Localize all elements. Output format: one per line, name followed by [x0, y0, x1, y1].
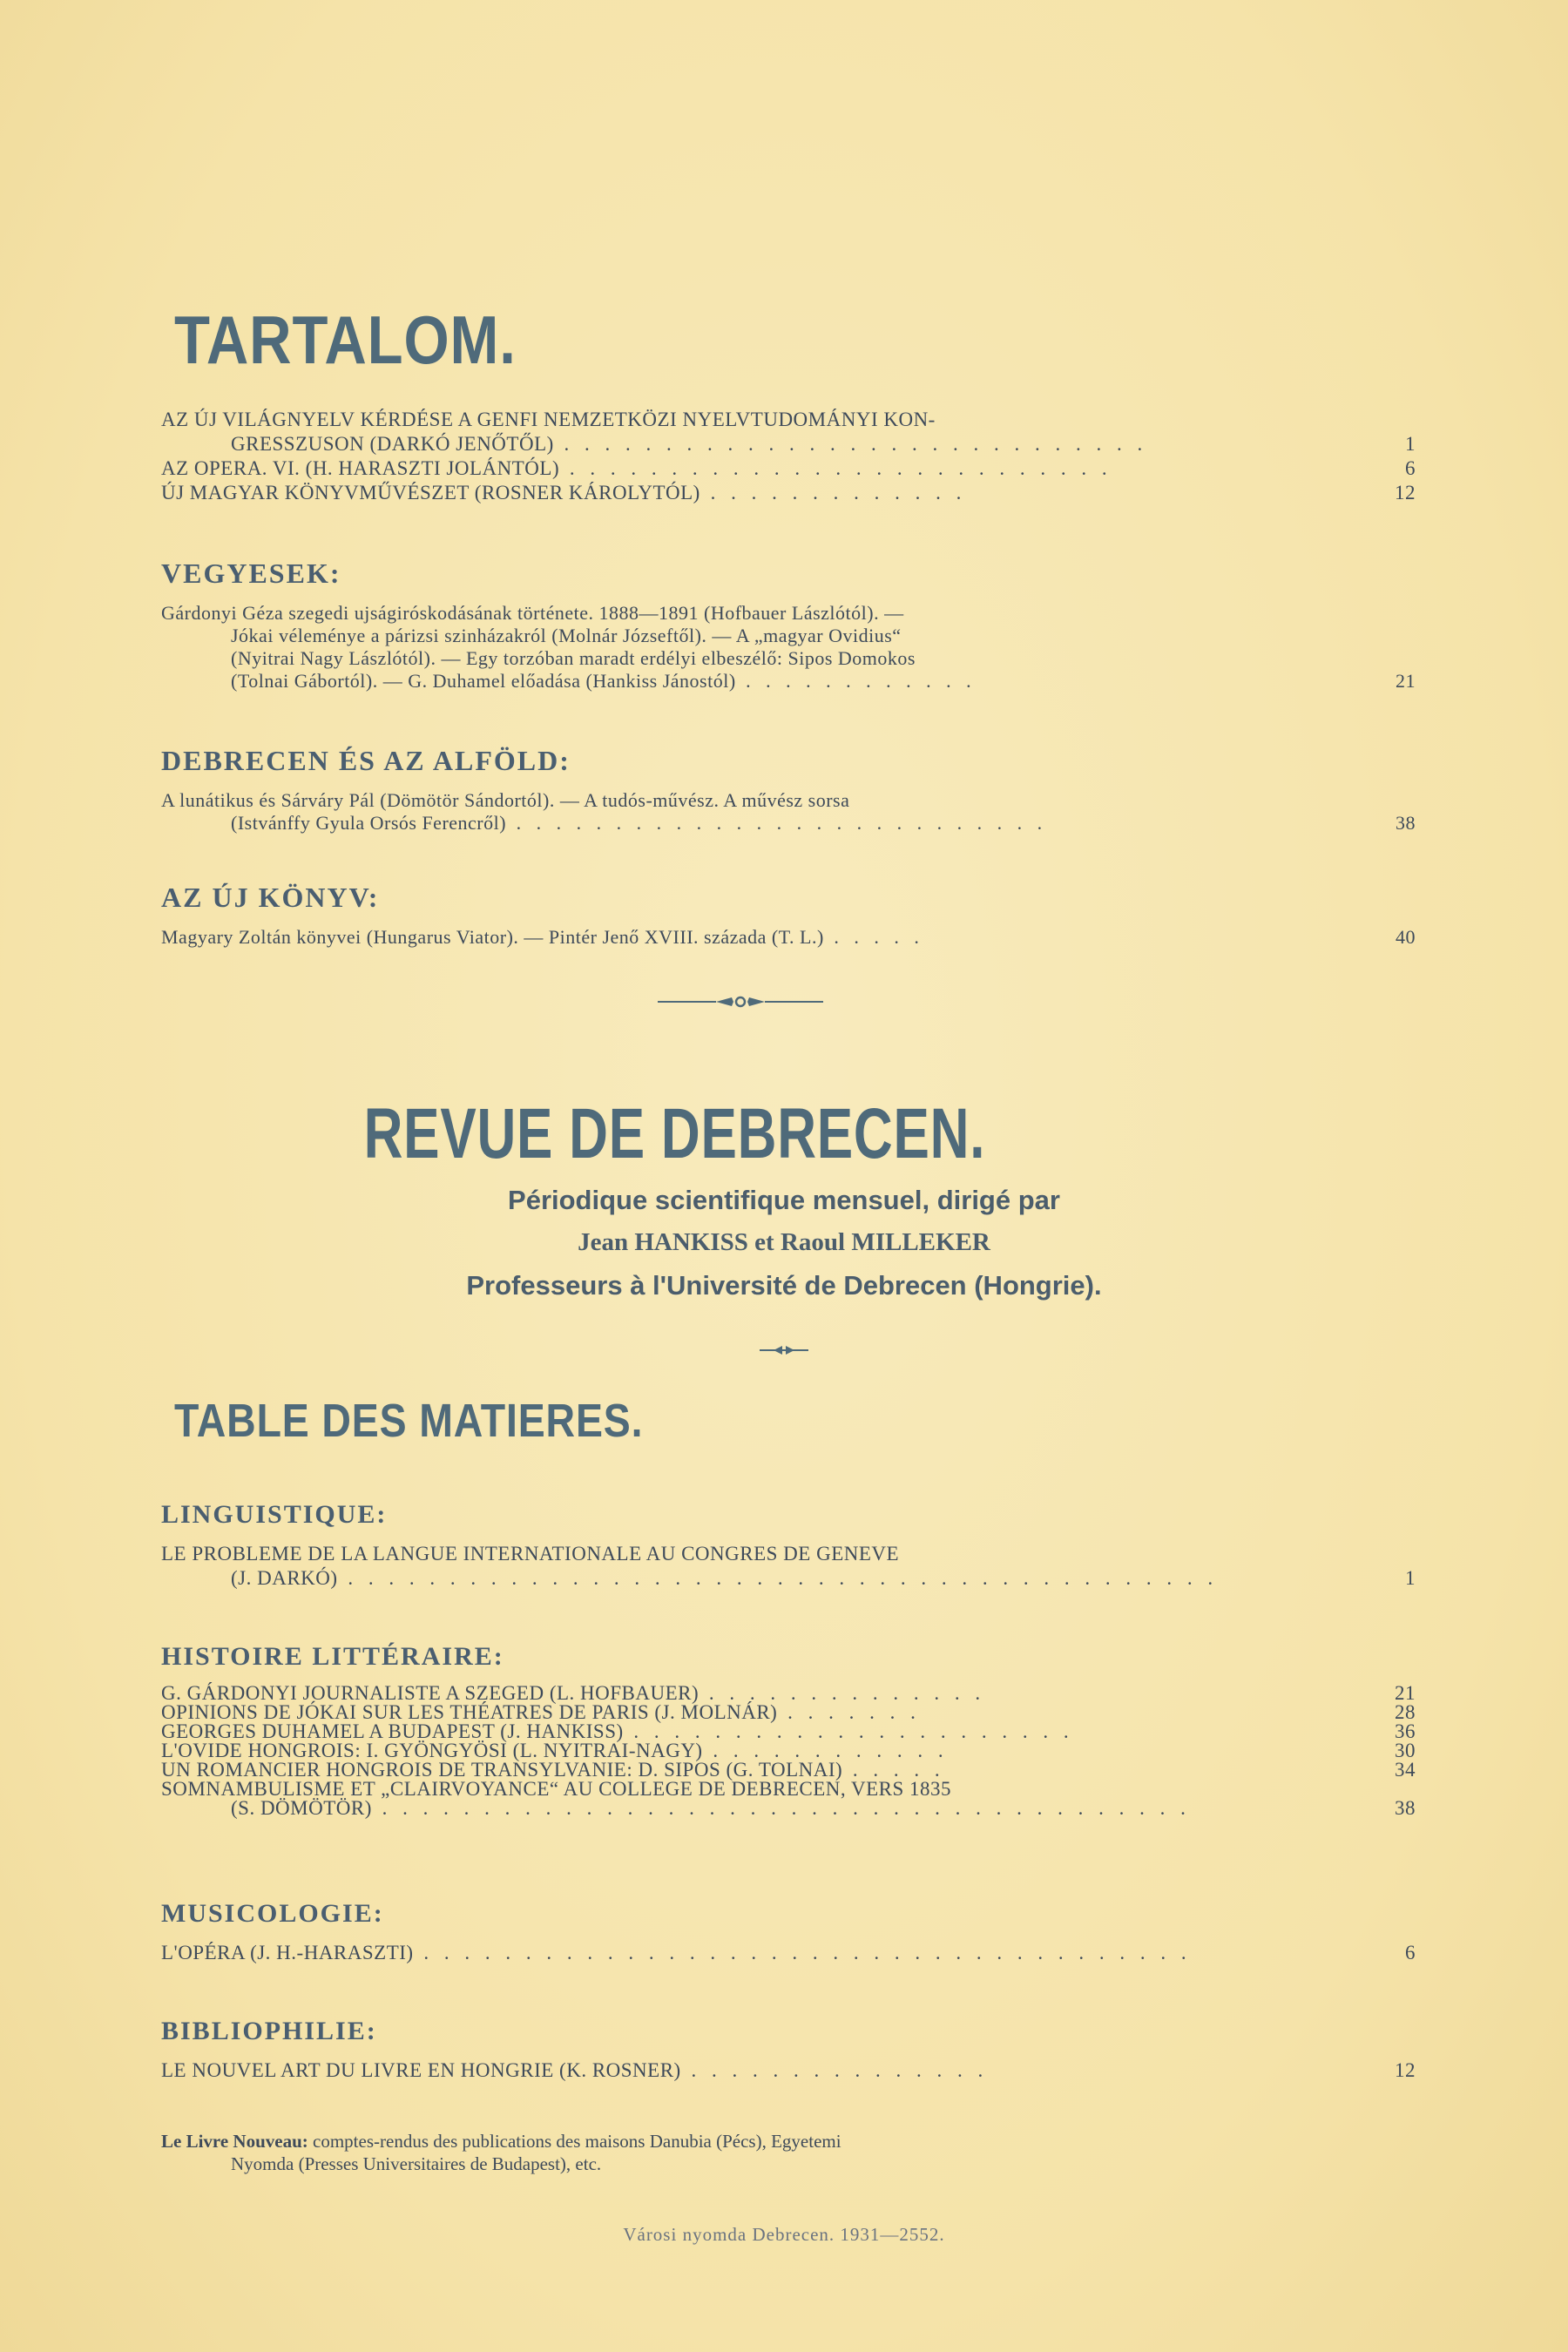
revue-affiliation: Professeurs à l'Université de Debrecen (Hongrie).: [466, 1270, 1102, 1301]
ornament-divider: [653, 993, 828, 1010]
entry-line: (Nyitrai Nagy Lászlótól). — Egy torzóban maradt erdélyi elbeszélő: Sipos Domokos: [231, 647, 916, 669]
entry-line: LE NOUVEL ART DU LIVRE EN HONGRIE (K. ROSNER): [161, 2059, 681, 2081]
section-heading: LINGUISTIQUE:: [161, 1500, 388, 1529]
page-number: 40: [1396, 926, 1416, 948]
footnote: [161, 2130, 1416, 2175]
section-uj-konyv: [161, 882, 1416, 949]
small-ornament: [758, 1342, 810, 1359]
page-number: 34: [1395, 1759, 1416, 1781]
footnote-text-continued: Nyomda (Presses Universitaires de Budapest), etc.: [231, 2153, 602, 2174]
toc-entry: UN ROMANCIER HONGROIS DE TRANSYLVANIE: D. SIPOS (G. TOLNAI) . . . . . 34: [161, 1759, 1416, 1781]
toc-entry: A lunátikus és Sárváry Pál (Dömötör Sándortól). — A tudós-művész. A művész sorsa (Istvánffy Gyula Orsós Ferencről) . . . . . . . . . . . . . . . . . . . . . . . . . . . 38: [161, 789, 1416, 834]
entry-line: AZ ÚJ VILÁGNYELV KÉRDÉSE A GENFI NEMZETKÖZI NYELVTUDOMÁNYI KON-: [161, 409, 936, 430]
entry-line: SOMNAMBULISME ET „CLAIRVOYANCE“ AU COLLEGE DE DEBRECEN, VERS 1835: [161, 1778, 952, 1800]
footnote-label: Le Livre Nouveau:: [161, 2131, 308, 2152]
toc-entry: LE NOUVEL ART DU LIVRE EN HONGRIE (K. ROSNER) . . . . . . . . . . . . . . . 12: [161, 2059, 1416, 2081]
footnote-text: comptes-rendus des publications des maisons Danubia (Pécs), Egyetemi: [313, 2131, 841, 2152]
entry-line: (J. DARKÓ): [231, 1567, 338, 1589]
toc-entry: AZ OPERA. VI. (H. HARASZTI JOLÁNTÓL) . . . . . . . . . . . . . . . . . . . . . . . . . . . 6: [161, 457, 1416, 479]
section-debrecen: [161, 745, 1416, 835]
revue-subtitle: Périodique scientifique mensuel, dirigé par: [508, 1185, 1060, 1215]
entry-line: LE PROBLEME DE LA LANGUE INTERNATIONALE AU CONGRES DE GENEVE: [161, 1543, 900, 1565]
toc-entry: SOMNAMBULISME ET „CLAIRVOYANCE“ AU COLLEGE DE DEBRECEN, VERS 1835 (S. DÖMÖTÖR) . . . . . . . . . . . . . . . . . . . . . . . . . . . . . . . . . . . . . . . . 38: [161, 1778, 1416, 1819]
page-number: 6: [1405, 1942, 1416, 1963]
toc-entry: Magyary Zoltán könyvei (Hungarus Viator). — Pintér Jenő XVIII. százada (T. L.) . . . . . 40: [161, 926, 1416, 948]
entry-line: ÚJ MAGYAR KÖNYVMŰVÉSZET (ROSNER KÁROLYTÓL): [161, 482, 700, 504]
section-bibliophilie: [161, 2017, 1416, 2083]
section-heading: BIBLIOPHILIE:: [161, 2017, 377, 2045]
toc-entry: L'OVIDE HONGROIS: I. GYÖNGYÖSI (L. NYITRAI-NAGY) . . . . . . . . . . . . 30: [161, 1740, 1416, 1761]
entry-line: UN ROMANCIER HONGROIS DE TRANSYLVANIE: D. SIPOS (G. TOLNAI): [161, 1759, 843, 1781]
entry-line: A lunátikus és Sárváry Pál (Dömötör Sándortól). — A tudós-művész. A művész sorsa: [161, 789, 850, 811]
section-vegyesek: [161, 558, 1416, 693]
tartalom-title: TARTALOM.: [174, 301, 517, 378]
entry-line: (Tolnai Gábortól). — G. Duhamel előadása (Hankiss Jánostól): [231, 670, 736, 692]
entry-line: GRESSZUSON (DARKÓ JENŐTŐL): [231, 433, 554, 455]
entry-line: Jókai véleménye a párizsi szinházakról (Molnár Józseftől). — A „magyar Ovidius“: [231, 625, 902, 646]
page-number: 12: [1395, 482, 1416, 504]
page-number: 28: [1395, 1701, 1416, 1723]
page-number: 1: [1405, 433, 1416, 455]
section-heading: AZ ÚJ KÖNYV:: [161, 882, 380, 913]
toc-entry: G. GÁRDONYI JOURNALISTE A SZEGED (L. HOFBAUER) . . . . . . . . . . . . . . 21: [161, 1682, 1416, 1704]
section-histoire-litteraire: [161, 1642, 1416, 1818]
entry-line: Gárdonyi Géza szegedi ujságiróskodásának története. 1888—1891 (Hofbauer Lászlótól). —: [161, 602, 904, 624]
toc-entry: GEORGES DUHAMEL A BUDAPEST (J. HANKISS) . . . . . . . . . . . . . . . . . . . . . . 36: [161, 1720, 1416, 1742]
toc-entry: ÚJ MAGYAR KÖNYVMŰVÉSZET (ROSNER KÁROLYTÓL) . . . . . . . . . . . . . 12: [161, 482, 1416, 504]
section-heading: MUSICOLOGIE:: [161, 1899, 384, 1928]
entry-line: G. GÁRDONYI JOURNALISTE A SZEGED (L. HOFBAUER): [161, 1682, 700, 1704]
toc-entry: AZ ÚJ VILÁGNYELV KÉRDÉSE A GENFI NEMZETKÖZI NYELVTUDOMÁNYI KON- GRESSZUSON (DARKÓ JENŐTŐL) . . . . . . . . . . . . . . . . . . . . . . . . . . . . . 1: [161, 409, 1416, 455]
revue-editors: Jean HANKISS et Raoul MILLEKER: [578, 1228, 990, 1256]
page-number: 30: [1395, 1740, 1416, 1761]
entry-line: Magyary Zoltán könyvei (Hungarus Viator). — Pintér Jenő XVIII. százada (T. L.): [161, 926, 824, 948]
entry-line: (Istvánffy Gyula Orsós Ferencről): [231, 812, 507, 834]
entry-line: (S. DÖMÖTÖR): [231, 1797, 372, 1819]
section-heading: HISTOIRE LITTÉRAIRE:: [161, 1642, 504, 1671]
page-number: 1: [1405, 1567, 1416, 1589]
page-number: 36: [1395, 1720, 1416, 1742]
toc-entry: OPINIONS DE JÓKAI SUR LES THÉATRES DE PARIS (J. MOLNÁR) . . . . . . . 28: [161, 1701, 1416, 1723]
page-number: 21: [1396, 670, 1416, 692]
toc-entry: L'OPÉRA (J. H.-HARASZTI) . . . . . . . . . . . . . . . . . . . . . . . . . . . . . . . . . . . . . . 6: [161, 1942, 1416, 1963]
section-linguistique: [161, 1500, 1416, 1591]
page-number: 6: [1405, 457, 1416, 479]
section-heading: VEGYESEK:: [161, 558, 341, 589]
toc-entry: Gárdonyi Géza szegedi ujságiróskodásának története. 1888—1891 (Hofbauer Lászlótól). — Jókai véleménye a párizsi szinházakról (Molnár Józseftől). — A „magyar Ovidius“ (Nyitrai Nagy Lászlótól). — Egy torzóban maradt erdélyi elbeszélő: Sipos Domokos (Tolnai Gábortól). — G. Duhamel előadása (Hankiss Jánostól) . . . . . . . . . . . . 21: [161, 602, 1416, 692]
toc-entry: LE PROBLEME DE LA LANGUE INTERNATIONALE AU CONGRES DE GENEVE (J. DARKÓ) . . . . . . . . . . . . . . . . . . . . . . . . . . . . . . . . . . . . . . . . . . . 1: [161, 1543, 1416, 1589]
entry-line: AZ OPERA. VI. (H. HARASZTI JOLÁNTÓL): [161, 457, 560, 479]
entry-line: L'OVIDE HONGROIS: I. GYÖNGYÖSI (L. NYITRAI-NAGY): [161, 1740, 703, 1761]
section-heading: DEBRECEN ÉS AZ ALFÖLD:: [161, 745, 571, 776]
entry-line: GEORGES DUHAMEL A BUDAPEST (J. HANKISS): [161, 1720, 624, 1742]
page-number: 21: [1395, 1682, 1416, 1704]
table-des-matieres-title: TABLE DES MATIERES.: [174, 1395, 644, 1447]
printer-imprint: Városi nyomda Debrecen. 1931—2552.: [623, 2224, 945, 2245]
section-musicologie: [161, 1899, 1416, 1965]
revue-title: REVUE DE DEBRECEN.: [363, 1094, 985, 1173]
entry-line: L'OPÉRA (J. H.-HARASZTI): [161, 1942, 414, 1963]
tartalom-main-entries: [161, 408, 1416, 505]
page-number: 38: [1395, 1797, 1416, 1819]
page-number: 38: [1396, 812, 1416, 834]
page-number: 12: [1395, 2059, 1416, 2081]
entry-line: OPINIONS DE JÓKAI SUR LES THÉATRES DE PARIS (J. MOLNÁR): [161, 1701, 778, 1723]
